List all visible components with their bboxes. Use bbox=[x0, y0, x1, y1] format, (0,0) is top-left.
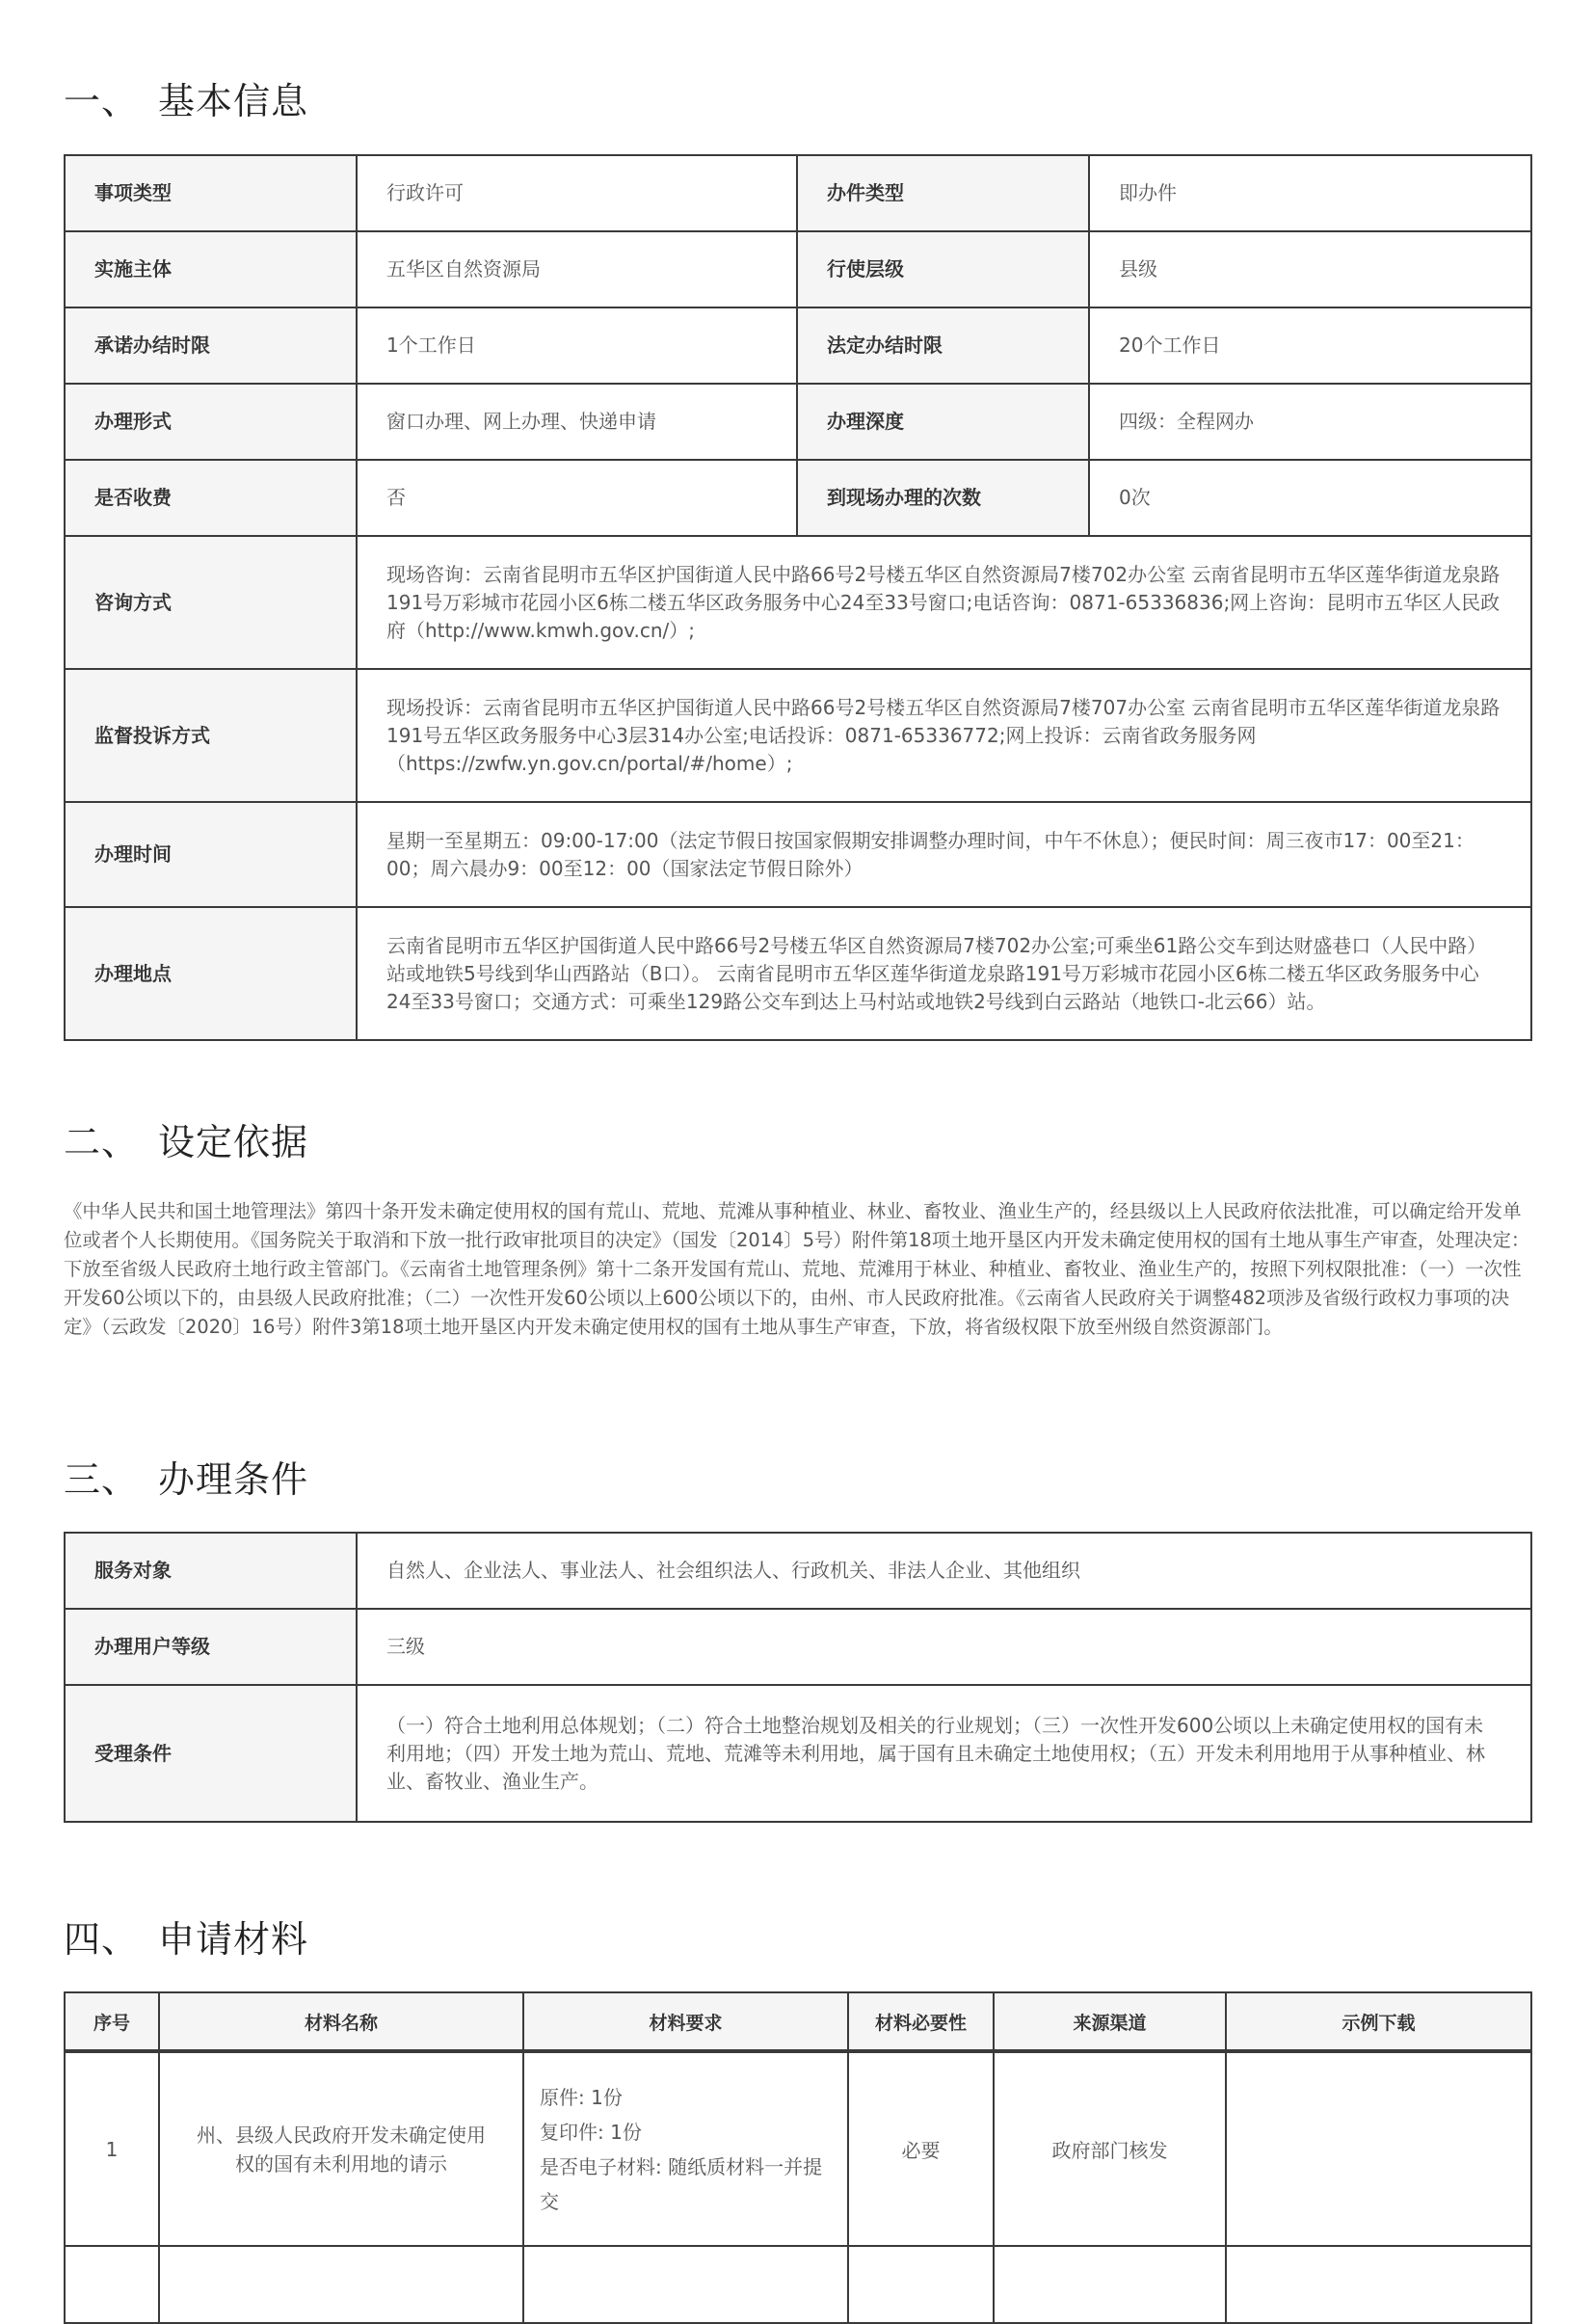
depth-value: 四级：全程网办 bbox=[1089, 384, 1531, 460]
materials-table bbox=[64, 1991, 1532, 2324]
promise-time-value: 1个工作日 bbox=[357, 307, 797, 384]
table-row bbox=[65, 231, 1531, 307]
depth-label: 办理深度 bbox=[797, 384, 1089, 460]
section-label: 设定依据 bbox=[158, 1121, 309, 1163]
table-row bbox=[65, 307, 1531, 384]
table-row bbox=[65, 2051, 1531, 2246]
header-source: 来源渠道 bbox=[994, 1992, 1226, 2051]
complaint-value: 现场投诉：云南省昆明市五华区护国街道人民中路66号2号楼五华区自然资源局7楼707办公室 云南省昆明市五华区莲华街道龙泉路191号五华区政务服务中心3层314办公室;电话投诉：0871-65336772;网上投诉：云南省政务服务网（https://zwfw.yn.gov.cn/portal/#/home）; bbox=[357, 669, 1531, 802]
table-row bbox=[65, 802, 1531, 907]
user-level-value: 三级 bbox=[357, 1609, 1531, 1685]
section-number: 四、 bbox=[64, 1918, 140, 1961]
accept-value: （一）符合土地利用总体规划；（二）符合土地整治规划及相关的行业规划；（三）一次性开发600公顷以上未确定使用权的国有未利用地；（四）开发土地为荒山、荒地、荒滩等未利用地，属于国有且未确定土地使用权；（五）开发未利用地用于从事种植业、林业、畜牧业、渔业生产。 bbox=[357, 1685, 1531, 1822]
section-label: 办理条件 bbox=[158, 1458, 309, 1501]
table-row bbox=[65, 1685, 1531, 1822]
handle-type-value: 即办件 bbox=[1089, 155, 1531, 231]
level-value: 县级 bbox=[1089, 231, 1531, 307]
section-title-materials bbox=[64, 1918, 309, 1961]
promise-time-label: 承诺办结时限 bbox=[65, 307, 357, 384]
basic-info-table bbox=[64, 154, 1532, 1041]
section-number: 一、 bbox=[64, 80, 140, 122]
subject-value: 五华区自然资源局 bbox=[357, 231, 797, 307]
legal-time-value: 20个工作日 bbox=[1089, 307, 1531, 384]
form-label: 办理形式 bbox=[65, 384, 357, 460]
item-type-label: 事项类型 bbox=[65, 155, 357, 231]
table-row bbox=[65, 155, 1531, 231]
visits-label: 到现场办理的次数 bbox=[797, 460, 1089, 536]
target-value: 自然人、企业法人、事业法人、社会组织法人、行政机关、非法人企业、其他组织 bbox=[357, 1533, 1531, 1609]
table-row bbox=[65, 907, 1531, 1040]
table-cell bbox=[159, 2246, 523, 2323]
material-necessity: 必要 bbox=[848, 2051, 994, 2246]
table-row bbox=[65, 1609, 1531, 1685]
table-cell bbox=[1226, 2246, 1531, 2323]
section-title-conditions bbox=[64, 1458, 309, 1501]
header-no: 序号 bbox=[65, 1992, 159, 2051]
material-download[interactable] bbox=[1226, 2051, 1531, 2246]
material-source: 政府部门核发 bbox=[994, 2051, 1226, 2246]
table-cell bbox=[848, 2246, 994, 2323]
material-requirements bbox=[523, 2051, 848, 2246]
location-value: 云南省昆明市五华区护国街道人民中路66号2号楼五华区自然资源局7楼702办公室;可乘坐61路公交车到达财盛巷口（人民中路）站或地铁5号线到华山西路站（B口）。 云南省昆明市五华区莲华街道龙泉路191号万彩城市花园小区6栋二楼五华区政务服务中心24至33号窗口；交通方式：可乘坐129路公交车到达上马村站或地铁2号线到白云路站（地铁口-北云66）站。 bbox=[357, 907, 1531, 1040]
table-cell bbox=[65, 2246, 159, 2323]
fee-label: 是否收费 bbox=[65, 460, 357, 536]
copy-count: 复印件: 1份 bbox=[540, 2120, 642, 2144]
table-row bbox=[65, 384, 1531, 460]
header-necessity: 材料必要性 bbox=[848, 1992, 994, 2051]
handle-type-label: 办件类型 bbox=[797, 155, 1089, 231]
header-download: 示例下载 bbox=[1226, 1992, 1531, 2051]
section-number: 二、 bbox=[64, 1121, 140, 1163]
user-level-label: 办理用户等级 bbox=[65, 1609, 357, 1685]
hours-value: 星期一至星期五：09:00-17:00（法定节假日按国家假期安排调整办理时间，中午不休息）；便民时间：周三夜市17：00至21：00；周六晨办9：00至12：00（国家法定节假日除外） bbox=[357, 802, 1531, 907]
header-req: 材料要求 bbox=[523, 1992, 848, 2051]
material-name: 州、县级人民政府开发未确定使用权的国有未利用地的请示 bbox=[159, 2051, 523, 2246]
subject-label: 实施主体 bbox=[65, 231, 357, 307]
header-name: 材料名称 bbox=[159, 1992, 523, 2051]
section-label: 基本信息 bbox=[158, 80, 309, 122]
original-count: 原件: 1份 bbox=[540, 2085, 623, 2109]
consult-value: 现场咨询：云南省昆明市五华区护国街道人民中路66号2号楼五华区自然资源局7楼702办公室 云南省昆明市五华区莲华街道龙泉路191号万彩城市花园小区6栋二楼五华区政务服务中心24至33号窗口;电话咨询：0871-65336836;网上咨询：昆明市五华区人民政府（http://www.kmwh.gov.cn/）; bbox=[357, 536, 1531, 669]
material-no: 1 bbox=[65, 2051, 159, 2246]
electronic-note: 是否电子材料: 随纸质材料一并提交 bbox=[540, 2154, 823, 2213]
consult-label: 咨询方式 bbox=[65, 536, 357, 669]
form-value: 窗口办理、网上办理、快递申请 bbox=[357, 384, 797, 460]
accept-label: 受理条件 bbox=[65, 1685, 357, 1822]
table-cell bbox=[523, 2246, 848, 2323]
level-label: 行使层级 bbox=[797, 231, 1089, 307]
legal-time-label: 法定办结时限 bbox=[797, 307, 1089, 384]
hours-label: 办理时间 bbox=[65, 802, 357, 907]
visits-value: 0次 bbox=[1089, 460, 1531, 536]
location-label: 办理地点 bbox=[65, 907, 357, 1040]
section-title-basic-info bbox=[64, 80, 309, 122]
conditions-table bbox=[64, 1532, 1532, 1823]
item-type-value: 行政许可 bbox=[357, 155, 797, 231]
table-row bbox=[65, 2246, 1531, 2323]
section-number: 三、 bbox=[64, 1458, 140, 1501]
target-label: 服务对象 bbox=[65, 1533, 357, 1609]
section-label: 申请材料 bbox=[158, 1918, 309, 1961]
table-row bbox=[65, 1533, 1531, 1609]
table-row bbox=[65, 460, 1531, 536]
table-row bbox=[65, 669, 1531, 802]
basis-paragraph: 《中华人民共和国土地管理法》第四十条开发未确定使用权的国有荒山、荒地、荒滩从事种植业、林业、畜牧业、渔业生产的，经县级以上人民政府依法批准，可以确定给开发单位或者个人长期使用。《国务院关于取消和下放一批行政审批项目的决定》（国发〔2014〕5号）附件第18项土地开垦区内开发未确定使用权的国有土地从事生产审查，处理决定：下放至省级人民政府土地行政主管部门。《云南省土地管理条例》第十二条开发国有荒山、荒地、荒滩用于林业、种植业、畜牧业、渔业生产的，按照下列权限批准：（一）一次性开发60公顷以下的，由县级人民政府批准；（二）一次性开发60公顷以上600公顷以下的，由州、市人民政府批准。《云南省人民政府关于调整482项涉及省级行政权力事项的决定》（云政发〔2020〕16号）附件3第18项土地开垦区内开发未确定使用权的国有土地从事生产审查，下放，将省级权限下放至州级自然资源部门。 bbox=[64, 1200, 1530, 1338]
table-row bbox=[65, 536, 1531, 669]
complaint-label: 监督投诉方式 bbox=[65, 669, 357, 802]
table-cell bbox=[994, 2246, 1226, 2323]
section-title-basis bbox=[64, 1121, 309, 1163]
table-header-row bbox=[65, 1992, 1531, 2051]
fee-value: 否 bbox=[357, 460, 797, 536]
